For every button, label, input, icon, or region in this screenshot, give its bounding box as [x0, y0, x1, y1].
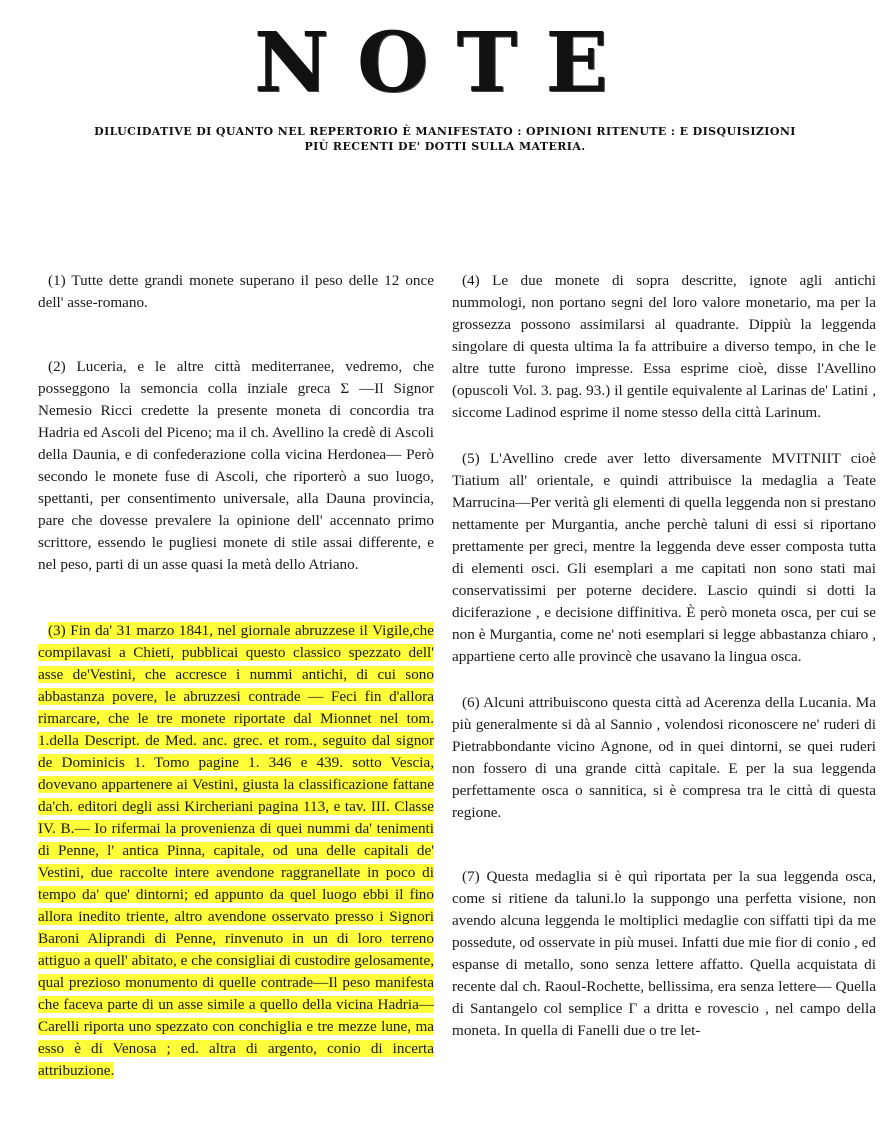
- page-subtitle: [20, 124, 870, 154]
- page-title: NOTE: [254, 15, 636, 111]
- note-4: (4) Le due monete di sopra descritte, ignote agli antichi nummologi, non portano segni del loro valore monetario, ma per la grossezza possono assimilarsi al quadrante. Dippiù la leggenda singolare di questa ultima la fa attribuire a diverso tempo, in che le altre tutte furono impresse. Essa esprime cioè, disse l'Avellino (opuscoli Vol. 3. pag. 93.) il gentile equivalente al Larinas de' Latini , siccome Ladinod esprime il nome stesso della città Larinum.: [452, 272, 876, 421]
- note-3-highlighted-text: (3) Fin da' 31 marzo 1841, nel giornale abruzzese il Vigile,che compilavasi a Chieti, pubblicai questo classico spezzato dell' asse de'Vestini, che accresce i nummi antichi, di cui sono abbastanza povere, le abruzzesi contrade — Feci fin d'allora rimarcare, che le tre monete riportate dal Mionnet nel tom. 1.della Descript. de Med. anc. grec. et rom., seguito dal signor de Dominicis 1. Tomo pagine 1. 346 e 439. sotto Vescia, dovevano appartenere ai Vestini, giusta la classificazione fattane da'ch. editori degli assi Kircheriani pagina 113, e tav. III. Classe IV. B.— Io rifermai la provenienza di quei nummi da' tenimenti di Penne, l' antica Pinna, capitale, od una delle capitali de' Vestini, due raccolte intere avendone raggranellate in poco di tempo da' que' dintorni; ed appunto da quel luogo ebbi il fino allora inedito triente, altro avendone osservato presso i Signori Baroni Aliprandi di Penne, rinvenuto in un di loro terreno attiguo a quell' abitato, e che consigliai di custodire gelosamente, qual prezioso monumento di quelle contrade—Il peso manifesta che faceva parte di un asse simile a quello della vicina Hadria—Carelli riporta uno spezzato con conchiglia e tre mezze lune, ma esso è di Venosa ; ed. altra di argento, conio di incerta attribuzione.: [38, 622, 434, 1079]
- subtitle-line-2: PIÙ RECENTI DE' DOTTI SULLA MATERIA.: [304, 140, 586, 153]
- note-2: (2) Luceria, e le altre città mediterranee, vedremo, che posseggono la semoncia colla inziale greca Σ —Il Signor Nemesio Ricci credette la presente moneta di concordia tra Hadria ed Ascoli del Piceno; ma il ch. Avellino la credè di Ascoli della Daunia, e di confederazione colla vicina Herdonea— Però secondo le monete fuse di Ascoli, che riporterò a suo luogo, spettanti, per consentimento universale, alla Dauna provincia, pare che dovesse prevalere la opinione dell' accennato primo scrittore, essendo le pugliesi monete di stile assai differente, e nel peso, parti di un asse quasi la metà dello Atriano.: [38, 358, 434, 573]
- note-3: [38, 620, 434, 1082]
- right-column: [452, 270, 876, 1042]
- subtitle-line-1: DILUCIDATIVE DI QUANTO NEL REPERTORIO È MANIFESTATO : OPINIONI RITENUTE : E DISQUISIZIONI: [94, 125, 796, 138]
- note-6: (6) Alcuni attribuiscono questa città ad Acerenza della Lucania. Ma più generalmente si dà al Sannio , volendosi riconoscere ne' ruderi di Pietrabbondante vicino Agnone, od in quei dintorni, se quei ruderi non fossero di una grande città capitale. E per la sua leggenda perfettamente osca o sannitica, si è compresa tra le città di questa regione.: [452, 694, 876, 821]
- note-7: (7) Questa medaglia si è quì riportata per la sua leggenda osca, come si ritiene da taluni.lo la suppongo una perfetta visione, non avendo alcuna leggenda le moltiplici medaglie con siffatti tipi da me possedute, od osservate in più musei. Infatti due mie fior di conio , ed espanse di metallo, sono senza lettere affatto. Quella acquistata di recente dal ch. Raoul-Rochette, bellissima, era senza lettere— Quella di Santangelo col semplice Γ a dritta e rovescio , nel campo della moneta. In quella di Fanelli due o tre let-: [452, 868, 876, 1039]
- note-5: (5) L'Avellino crede aver letto diversamente MVITNIIT cioè Tiatium all' orientale, e quindi attribuisce la medaglia a Teate Marrucina—Per verità gli elementi di quella leggenda non si prestano nettamente per Murgantia, anche perchè taluni di essi si riportano prettamente per greci, mentre la leggenda deve esser composta tutta di elementi osci. Gli esemplari a me capitati non sono stati mai conservatissimi per poterne decidere. Lascio quindi si dotti la diciferazione , e decisione diffinitiva. È però moneta osca, per cui se non è Murgantia, come ne' noti esemplari si legge abbastanza chiaro , appartiene certo alle provincè che usavano la lingua osca.: [452, 450, 876, 665]
- left-column: [38, 270, 434, 1082]
- note-1: (1) Tutte dette grandi monete superano il peso delle 12 once dell' asse-romano.: [38, 272, 434, 311]
